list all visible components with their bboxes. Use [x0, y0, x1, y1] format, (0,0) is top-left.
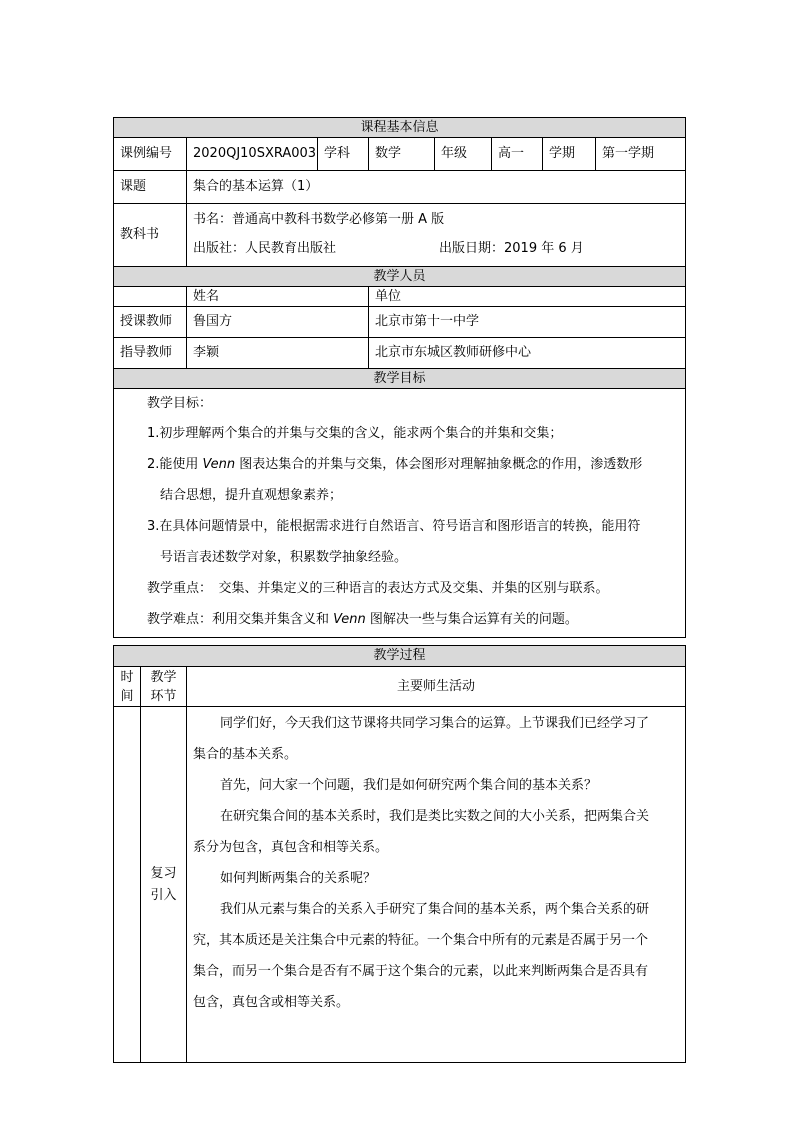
difficult-point: 教学难点：利用交集并集含义和 Venn 图解决一些与集合运算有关的问题。 — [147, 612, 578, 627]
activity-para-2: 首先，问大家一个问题，我们是如何研究两个集合间的基本关系？ — [220, 778, 598, 793]
goals-intro: 教学目标： — [147, 396, 213, 411]
course-info-table — [113, 117, 686, 638]
course-id-label: 课例编号 — [114, 138, 187, 171]
goals-cell — [114, 389, 686, 638]
section-title-basic-info: 课程基本信息 — [114, 118, 686, 138]
goal-2-line-2: 结合思想，提升直观想象素养； — [160, 488, 343, 503]
textbook-cell — [187, 204, 686, 267]
subject-value: 数学 — [369, 138, 435, 171]
goal-3-line-2: 号语言表述数学对象，积累数学抽象经验。 — [160, 550, 408, 565]
stage-header: 教学 环节 — [141, 667, 187, 707]
topic-label: 课题 — [114, 171, 187, 204]
activity-para-1-line-2: 集合的基本关系。 — [193, 747, 298, 762]
name-header: 姓名 — [187, 287, 369, 307]
time-header: 时 间 — [114, 667, 141, 707]
stage-cell: 复习 引入 — [141, 707, 187, 1063]
book-name: 书名：普通高中教科书数学必修第一册 A 版 — [193, 212, 445, 227]
goal-2-line-1: 2.能使用 Venn 图表达集合的并集与交集，体会图形对理解抽象概念的作用，渗透数形 — [147, 457, 643, 472]
activity-para-5-line-2: 究，其本质还是关注集合中元素的特征。一个集合中所有的元素是否属于另一个 — [193, 933, 649, 948]
goal-1: 1.初步理解两个集合的并集与交集的含义，能求两个集合的并集和交集； — [147, 426, 563, 441]
activity-header: 主要师生活动 — [187, 667, 686, 707]
teacher-unit: 北京市第十一中学 — [369, 307, 686, 338]
term-label: 学期 — [543, 138, 596, 171]
activity-cell — [187, 707, 686, 1063]
activity-para-5-line-3: 集合，而另一个集合是否有不属于这个集合的元素，以此来判断两集合是否具有 — [193, 964, 649, 979]
topic-value: 集合的基本运算（1） — [187, 171, 686, 204]
publish-date: 出版日期：2019 年 6 月 — [439, 241, 584, 256]
grade-label: 年级 — [435, 138, 492, 171]
goal-3-line-1: 3.在具体问题情景中，能根据需求进行自然语言、符号语言和图形语言的转换，能用符 — [147, 519, 641, 534]
activity-para-1-line-1: 同学们好，今天我们这节课将共同学习集合的运算。上节课我们已经学习了 — [220, 716, 650, 731]
section-title-goals: 教学目标 — [114, 369, 686, 389]
teaching-process-table — [113, 645, 686, 1063]
advisor-name: 李颖 — [187, 338, 369, 369]
textbook-label: 教科书 — [114, 204, 187, 267]
section-title-staff: 教学人员 — [114, 267, 686, 287]
activity-para-5-line-4: 包含，真包含或相等关系。 — [193, 995, 350, 1010]
term-value: 第一学期 — [596, 138, 686, 171]
advisor-unit: 北京市东城区教师研修中心 — [369, 338, 686, 369]
time-cell — [114, 707, 141, 1063]
teacher-name: 鲁国方 — [187, 307, 369, 338]
activity-para-5-line-1: 我们从元素与集合的关系入手研究了集合间的基本关系，两个集合关系的研 — [220, 902, 650, 917]
unit-header: 单位 — [369, 287, 686, 307]
activity-para-3-line-2: 系分为包含，真包含和相等关系。 — [193, 840, 389, 855]
key-point: 教学重点： 交集、并集定义的三种语言的表达方式及交集、并集的区别与联系。 — [147, 581, 609, 596]
advisor-label: 指导教师 — [114, 338, 187, 369]
grade-value: 高一 — [492, 138, 543, 171]
subject-label: 学科 — [318, 138, 369, 171]
teacher-label: 授课教师 — [114, 307, 187, 338]
activity-para-3-line-1: 在研究集合间的基本关系时，我们是类比实数之间的大小关系，把两集合关 — [220, 809, 650, 824]
staff-header-blank — [114, 287, 187, 307]
activity-para-4: 如何判断两集合的关系呢？ — [220, 871, 377, 886]
publisher: 出版社：人民教育出版社 — [193, 241, 337, 256]
course-id-value: 2020QJ10SXRA003 — [187, 138, 318, 171]
section-title-process: 教学过程 — [114, 646, 686, 667]
